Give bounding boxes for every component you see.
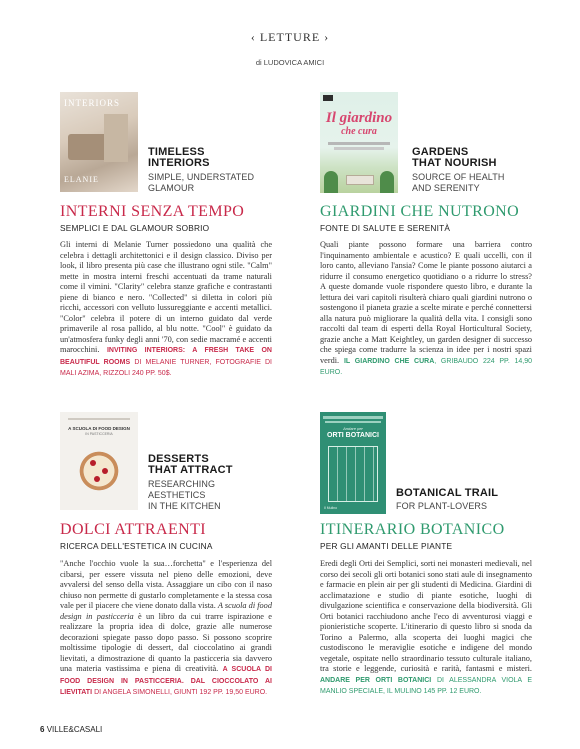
berry-decoration bbox=[102, 468, 108, 474]
article-kicker-sub bbox=[148, 479, 221, 512]
article-kicker bbox=[148, 147, 210, 169]
cover-title: Il giardino bbox=[325, 110, 393, 126]
magazine-name: VILLE&CASALI bbox=[46, 725, 103, 734]
body-text: Eredi degli Orti dei Semplici, sorti nei monasteri medievali, nel corso dei secoli gli orti botanici sono stati aule di insegnamento e farmacie en plein air per gli studenti di Medicina. Giardini di acclimatazione e studio di piante esotiche, luoghi di divulgazione scientifica e conservazione della biodiversità. Gli Orti botanici racchiudono anche l'eco di avventurosi viaggi e pionieristiche scoperte. L'itinerario di questo libro si snoda da Torino a Palermo, alla scoperta dei luoghi magici che custodiscono le meraviglie esotiche e indigene del mondo vegetale, ospitate nello straordinario tessuto culturale italiano, tra storie e leggende, curiosità e rarità, fantasmi e misteri. bbox=[320, 559, 532, 673]
article-body bbox=[60, 559, 272, 699]
book-title: ANDARE PER ORTI BOTANICI bbox=[320, 676, 432, 684]
article-title: INTERNI SENZA TEMPO bbox=[60, 203, 245, 220]
cover-header-line bbox=[323, 416, 383, 419]
cover-subtitle-line bbox=[328, 142, 390, 145]
article-title: ITINERARIO BOTANICO bbox=[320, 521, 505, 538]
cover-header-line bbox=[325, 421, 381, 423]
kicker-sub-line: AND SERENITY bbox=[412, 183, 480, 193]
article-title: GIARDINI CHE NUTRONO bbox=[320, 203, 520, 220]
kicker-line: GARDENS bbox=[412, 146, 469, 158]
body-text: è un libro da cui trarre ispirazione e realizzare la propria idea di dolce, grazie alle numerose decorazioni spiegate passo dopo passo. Si possono scoprire moltissime tipologie di dessert, dal cioccolatino ai grandi lievitati, a dimostrazione di quanto la pasticceria sia davvero una materia vastissima e piena di creatività. bbox=[60, 611, 272, 673]
article-kicker bbox=[412, 147, 497, 169]
kicker-sub-line: IN THE KITCHEN bbox=[148, 501, 221, 511]
cover-cabinet-illustration bbox=[104, 114, 128, 162]
article-kicker bbox=[148, 454, 233, 476]
cover-pretitle: Andare per bbox=[343, 426, 363, 431]
article-title: DOLCI ATTRAENTI bbox=[60, 521, 206, 538]
byline: di LUDOVICA AMICI bbox=[255, 58, 325, 67]
book-cover-inviting-interiors bbox=[60, 92, 138, 192]
plant-illustration bbox=[380, 171, 394, 193]
cover-author: ELANIE bbox=[64, 175, 99, 184]
article-subtitle: SEMPLICI E DAL GLAMOUR SOBRIO bbox=[60, 223, 210, 233]
article-subtitle: PER GLI AMANTI DELLE PIANTE bbox=[320, 541, 453, 551]
article-body bbox=[320, 240, 532, 379]
bench-illustration bbox=[346, 175, 374, 185]
cover-title: che cura bbox=[341, 126, 377, 137]
kicker-line: THAT NOURISH bbox=[412, 157, 497, 169]
article-kicker-sub bbox=[396, 501, 487, 512]
plant-illustration bbox=[324, 171, 338, 193]
body-text: Quali piante possono formare una barriera contro l'inquinamento ambientale e acustico? E quali uccelli, con il loro canto, alleviano l'ansia? Come le piante possono aiutarci a ridurre il consumo energetico quotidiano o a ridurre lo stress? A queste domande vuole rispondere questo libro, e durante la lettura dei vari capitoli risulterà chiaro quali giardini nutrono o sostengono il pianeta grazie a scelte mirate e perché connettersi alla natura può migliorare la qualità della vita. I consigli sono raccolti dal team di esperti della Royal Horticultural Society, grazie anche a Matt Keightley, un garden designer di successo che spiega come tradurre la scienza in idee per i nostri spazi verdi. bbox=[320, 240, 532, 365]
book-title: IL GIARDINO CHE CURA bbox=[343, 357, 435, 365]
article-kicker-sub bbox=[412, 172, 504, 194]
kicker-sub-line: FOR PLANT-LOVERS bbox=[396, 501, 488, 511]
tart-illustration bbox=[72, 444, 126, 498]
book-info: DI ANGELA SIMONELLI, GIUNTI 192 PP. 19,50 EURO. bbox=[94, 689, 268, 696]
kicker-line: INTERIORS bbox=[148, 157, 210, 169]
book-info: , GRIBAUDO 224 PP. 14,90 EURO. bbox=[320, 357, 532, 376]
article-subtitle: FONTE DI SALUTE E SERENITÀ bbox=[320, 223, 451, 233]
article-body bbox=[320, 559, 532, 698]
book-cover-il-giardino-che-cura bbox=[320, 92, 398, 193]
article-body bbox=[60, 240, 272, 380]
cover-subtitle: IN PASTICCERIA bbox=[85, 432, 113, 436]
kicker-sub-line: AESTHETICS bbox=[148, 490, 206, 500]
kicker-sub-line: GLAMOUR bbox=[148, 183, 195, 193]
page-number: 6 bbox=[40, 725, 45, 734]
book-info: DI ALESSANDRA VIOLA E MANLIO SPECIALE, IL MULINO 145 PP. 12 EURO. bbox=[320, 676, 532, 695]
page-footer bbox=[40, 725, 102, 734]
article-kicker-sub bbox=[148, 172, 254, 194]
article-kicker bbox=[396, 488, 498, 499]
section-title: ‹ LETTURE › bbox=[250, 30, 330, 44]
book-title: INVITING INTERIORS: A FRESH TAKE ON BEAUTIFUL ROOMS bbox=[60, 347, 272, 366]
cover-publisher: Il Mulino bbox=[324, 506, 338, 510]
cover-header-line bbox=[68, 418, 130, 420]
kicker-sub-line: SOURCE OF HEALTH bbox=[412, 172, 505, 182]
greenhouse-illustration bbox=[328, 446, 378, 502]
berry-decoration bbox=[94, 476, 100, 482]
kicker-line: BOTANICAL TRAIL bbox=[396, 487, 499, 499]
book-cover-a-scuola-di-food-design bbox=[60, 412, 138, 510]
book-title: A SCUOLA DI FOOD DESIGN IN PASTICCERIA. DAL CIOCCOLATO AI LIEVITATI bbox=[60, 666, 273, 696]
body-italic-title: A scuola di food design in pasticceria bbox=[60, 601, 272, 621]
book-info: DI MELANIE TURNER, FOTOGRAFIE DI MALI AZIMA, RIZZOLI 240 PP. 50$. bbox=[60, 358, 272, 377]
body-text: "Anche l'occhio vuole la sua…forchetta" e l'esperienza del cibarsi, per essere vissuta nel pieno delle emozioni, deve avvalersi del senso della vista. Assaggiare un cibo con il naso chiuso non permette di gustarlo completamente e la stessa cosa vale per il piacere che viene donato dalla vista. bbox=[60, 559, 272, 610]
kicker-line: DESSERTS bbox=[148, 453, 209, 465]
body-text: Gli interni di Melanie Turner possiedono una qualità che celebra i dettagli architettonici e il design classico. Diviso per look, il libro presenta più case che illustrano ogni stile. "Calm" mette in mostra interni freschi accentuati da trame naturali come il vimini. "Clarity" celebra stanze grafiche e contrastanti piene di bianco e nero. "Collected" si diletta in colori più ricchi, accessori con velluto lussureggiante e accenti metallici. "Color" celebra il potere di un interno guidato dal verde primaverile al rosa pallido, al blu notte. "Cool" è guidato da un'atmosfera funky degli anni '70, con sedie macramé e accenti marocchini. bbox=[60, 240, 272, 354]
book-cover-andare-per-orti-botanici bbox=[320, 412, 386, 514]
kicker-line: TIMELESS bbox=[148, 146, 205, 158]
kicker-line: THAT ATTRACT bbox=[148, 464, 233, 476]
berry-decoration bbox=[90, 460, 96, 466]
cover-title: A SCUOLA DI FOOD DESIGN bbox=[68, 426, 130, 431]
publisher-logo bbox=[323, 95, 333, 101]
kicker-sub-line: RESEARCHING bbox=[148, 479, 216, 489]
cover-subtitle-line bbox=[334, 147, 384, 150]
cover-title: INTERIORS bbox=[64, 98, 120, 108]
cover-title: ORTI BOTANICI bbox=[327, 432, 379, 439]
kicker-sub-line: SIMPLE, UNDERSTATED bbox=[148, 172, 255, 182]
article-subtitle: RICERCA DELL'ESTETICA IN CUCINA bbox=[60, 541, 213, 551]
